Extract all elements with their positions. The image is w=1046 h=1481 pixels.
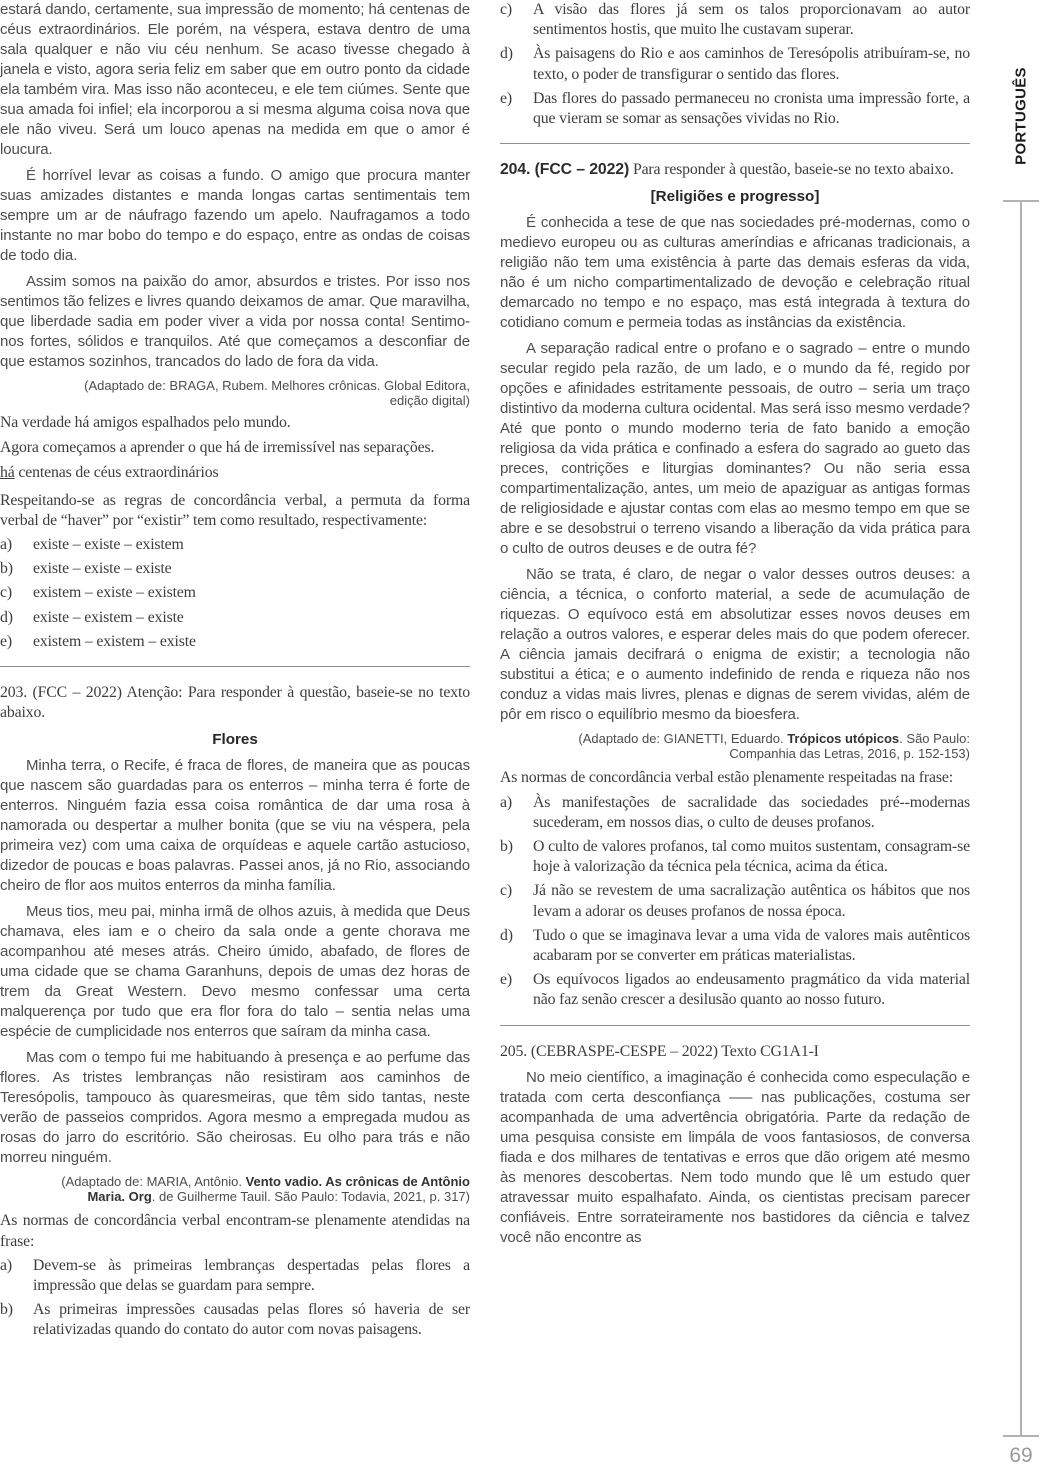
option-letter: b) <box>500 838 513 856</box>
q204-option-b <box>500 837 970 877</box>
q204-option-d <box>500 926 970 966</box>
q204-option-c <box>500 881 970 921</box>
underlined-word: há <box>0 464 15 482</box>
q203-stem: As normas de concordância verbal encontram-se plenamente atendidas na frase: <box>0 1212 470 1250</box>
passage-paragraph: Assim somos na paixão do amor, absurdos e tristes. Por isso nos sentimos tão felizes e livres quando deixamos de amar. Que maravilha, que liberdade sadia em poder viver a vida por nossa conta! Sentimo-nos fortes, sólidos e tranquilos. Até que começamos a desconfiar de que estamos sozinhos, trancados do lado de fora da vida. <box>0 273 470 370</box>
passage-paragraph: Mas com o tempo fui me habituando à presença e ao perfume das flores. As tristes lembranças não resistiram aos caminhos de Teresópolis, tampouco às quaresmeiras, que têm sido tantas, neste verão de passeios compridos. Agora mesmo a empregada mudou as rosas do jarro do escritório. São cheirosas. Eu olho para trás e não morreu ninguém. <box>0 1049 470 1167</box>
option-text: Já não se revestem de uma sacralização autêntica os hábitos que nos levam a adorar os deuses profanos de nossa época. <box>533 882 970 920</box>
option-letter: d) <box>0 608 13 626</box>
q202-option-c <box>0 583 470 603</box>
page-number: 69 <box>1009 1444 1033 1467</box>
citation-suffix: . São Paulo: Companhia das Letras, 2016, p. 152-153) <box>729 731 970 762</box>
q203-option-b <box>0 1300 470 1340</box>
option-letter: e) <box>500 971 512 989</box>
left-column <box>0 0 470 1481</box>
q203-option-a <box>0 1256 470 1296</box>
citation-bold: Trópicos utópicos <box>787 731 900 747</box>
option-text: existem – existem – existe <box>33 632 196 650</box>
q204-citation <box>500 731 970 761</box>
q202-option-b <box>0 559 470 579</box>
option-letter: b) <box>0 560 13 578</box>
q203-header: 203. (FCC – 2022) Atenção: Para responder à questão, baseie-se no texto abaixo. <box>0 684 470 722</box>
passage-paragraph: Minha terra, o Recife, é fraca de flores, de maneira que as poucas que nascem são guardadas para os enterros – minha terra é forte de enterros. Ninguém fazia essa coisa romântica de dar uma rosa à namorada ou despertar a mulher bonita (que se viu na véspera, pela primeira vez) com uma caixa de orquídeas e aquele cartão astucioso, dizedor de poucas e boas palavras. Passei anos, já no Rio, associando cheiro de flor aos muitos enterros da minha família. <box>0 757 470 895</box>
question-header-text: Para responder à questão, baseie-se no texto abaixo. <box>629 161 954 179</box>
passage-paragraph: A separação radical entre o profano e o sagrado – entre o mundo secular regido pela razão, de um lado, e o mundo da fé, regido por opções e afinidades estritamente pessoais, de outro – seria um traço distintivo da moderna cultura ocidental. Mas será isso mesmo verdade? Até que ponto o mundo moderno teria de fato banido a emoção religiosa da vida prática e confinado a esfera do sagrado ao gueto das preces, contrições e liturgias dominantes? Ou não seria essa compartimentalização, antes, um meio de apaziguar as antigas formas de religiosidade e ajustar contas com elas ao mesmo tempo em que se abre e se desobstrui o terreno visando a liberação da vida prática para o culto de outros deuses e de outra fé? <box>500 340 970 558</box>
passage-paragraph: Não se trata, é claro, de negar o valor desses outros deuses: a ciência, a técnica, o conforto material, a sede de acumulação de riquezas. O equívoco está em absolutizar esses novos deuses em relação a outros valores, e esperar deles mais do que podem oferecer. A ciência jamais decifrará o enigma de existir; a tecnologia não substitui a ética; e o aumento indefinido de renda e riqueza não nos conduz a vidas mais livres, plenas e dignas de serem vividas, além de pôr em risco o equilíbrio mesmo da bioesfera. <box>500 566 970 724</box>
section-divider <box>500 1025 970 1026</box>
option-text: O culto de valores profanos, tal como muitos sustentam, consagram-se hoje à valorização da técnica pela técnica, acima da ética. <box>533 838 970 876</box>
section-divider <box>0 666 470 667</box>
citation-prefix: (Adaptado de: MARIA, Antônio. <box>61 1174 246 1190</box>
q202-option-a <box>0 535 470 555</box>
q204-option-a <box>500 793 970 833</box>
option-text: Tudo o que se imaginava levar a uma vida de valores mais autênticos acabaram por se converter em práticas materialistas. <box>533 926 970 965</box>
section-label-portugues: PORTUGUÊS <box>1012 67 1030 165</box>
margin-rule-cap-bottom <box>1003 1435 1039 1437</box>
q203-option-d <box>500 44 970 84</box>
q204-stem: As normas de concordância verbal estão plenamente respeitadas na frase: <box>500 769 953 787</box>
option-text: existe – existe – existe <box>33 560 172 578</box>
margin-rule <box>1003 200 1039 1437</box>
q205-header: 205. (CEBRASPE-CESPE – 2022) Texto CG1A1-I <box>500 1042 819 1060</box>
option-text: Às paisagens do Rio e aos caminhos de Teresópolis atribuíram-se, no texto, o poder de transfigurar o sentido das flores. <box>533 45 970 83</box>
q202-passage <box>0 0 470 372</box>
q204-option-e <box>500 970 970 1010</box>
option-letter: a) <box>0 536 12 554</box>
passage-paragraph: Meus tios, meu pai, minha irmã de olhos azuis, à medida que Deus chamava, eles iam e o cheiro da sala onde a gente chorava me acompanhou até meses atrás. Cheiro úmido, abafado, de flores de uma cidade que se chama Garanhuns, depois de umas dez horas de trem da Great Western. Devo mesmo confessar uma certa malquerença por tudo que era flor fora do talo – sentia nelas uma espécie de cumplicidade nos enterros que saíram da minha casa. <box>0 903 470 1041</box>
option-text: Às manifestações de sacralidade das sociedades pré--modernas sucederam, em nossos dias, o culto de deuses profanos. <box>533 793 970 831</box>
option-letter: c) <box>500 1 512 18</box>
q203-passage <box>0 756 470 1168</box>
question-number: 204. (FCC – 2022) <box>500 161 630 179</box>
option-text: Devem-se às primeiras lembranças despertadas pelas flores a impressão que delas se guardam para sempre. <box>33 1256 470 1295</box>
option-text: As primeiras impressões causadas pelas flores só haveria de ser relativizadas quando do contato do autor com novas paisagens. <box>33 1301 470 1339</box>
option-letter: c) <box>0 584 12 602</box>
passage-paragraph: É conhecida a tese de que nas sociedades pré-modernas, como o medievo europeu ou as culturas ameríndias e africanas tradicionais, a religião não tem uma existência à parte das demais esferas da vida, não é um nicho compartimentalizado de devoção e celebração ritual demarcado no tempo e no espaço, mas está integrada à textura do cotidiano comum e permeia todas as instâncias da existência. <box>500 214 970 332</box>
q204-passage <box>500 213 970 725</box>
q202-option-e <box>0 632 470 652</box>
q203-option-c <box>500 0 970 40</box>
citation-bold: Vento vadio. As crônicas de Antônio Maria. Org <box>87 1174 470 1205</box>
q203-option-e <box>500 89 970 129</box>
q204-title: [Religiões e progresso] <box>650 188 820 206</box>
option-text: Das flores do passado permaneceu no cronista uma impressão forte, a que vieram se somar as sensações vividas no Rio. <box>533 89 970 128</box>
q204-header <box>500 160 970 180</box>
section-divider <box>500 143 970 144</box>
q205-passage <box>500 1068 970 1248</box>
q202-quote-line: Na verdade há amigos espalhados pelo mundo. <box>0 414 291 431</box>
option-letter: d) <box>500 45 513 63</box>
q203-citation <box>0 1174 470 1204</box>
q202-option-d <box>0 608 470 628</box>
option-letter: c) <box>500 882 512 900</box>
q202-citation: (Adaptado de: BRAGA, Rubem. Melhores crônicas. Global Editora, edição digital) <box>84 378 470 408</box>
margin-rule-line <box>1020 200 1022 1437</box>
option-text: existem – existe – existem <box>33 584 196 602</box>
quote-fragment-rest: centenas de céus extraordinários <box>14 464 219 482</box>
q203-title: Flores <box>212 731 258 749</box>
right-column <box>500 0 970 1481</box>
option-letter: a) <box>500 793 512 811</box>
option-letter: a) <box>0 1256 12 1274</box>
q202-quote-line: Agora começamos a aprender o que há de irremissível nas separações. <box>0 439 435 457</box>
passage-paragraph: No meio científico, a imaginação é conhecida como especulação e tratada com certa desconfiança –— nas publicações, costuma ser acompanhada de uma advertência obrigatória. Parte da redação de uma pesquisa consiste em limpála de voos fantasiosos, de conversa fiada e dos milhares de tentativas e erros que dão origem até mesmo às menores descobertas. Nem todo mundo que lê um estudo quer atravessar muito espalhafato. Ainda, os cientistas precisam parecer confiáveis. Entre sorrateiramente nos bastidores da ciência e talvez você não encontre as <box>500 1068 970 1246</box>
passage-paragraph: estará dando, certamente, sua impressão de momento; há centenas de céus extraordinários. Ele porém, na véspera, estava dentro de uma sala qualquer e não viu céu nenhum. Se acaso tivesse chegado à janela e visto, agora seria feliz em saber que em outro ponto da cidade ela também vira. Mas isso não aconteceu, e ele tem ciúmes. Sente que sua amada foi infiel; ela incorporou a si mesma alguma coisa nova que ele não viveu. Será um louco apenas na medida em que o amor é loucura. <box>0 1 470 158</box>
citation-prefix: (Adaptado de: GIANETTI, Eduardo. <box>578 731 788 747</box>
option-text: existe – existe – existem <box>33 536 184 554</box>
q202-quote-fragment <box>0 463 470 483</box>
q202-stem: Respeitando-se as regras de concordância verbal, a permuta da forma verbal de “haver” por “existir” tem como resultado, respectivamente: <box>0 491 470 529</box>
option-letter: e) <box>0 632 12 650</box>
option-letter: b) <box>0 1301 13 1319</box>
option-letter: e) <box>500 89 512 107</box>
passage-paragraph: É horrível levar as coisas a fundo. O amigo que procura manter suas amizades distantes e manda longas cartas sentimentais tem sempre um ar de náufrago fazendo um apelo. Naufragamos a todo instante no mar bobo do tempo e do espaço, entre as ondas de coisas de todo dia. <box>0 167 470 264</box>
option-text: existe – existem – existe <box>33 608 184 626</box>
option-text: Os equívocos ligados ao endeusamento pragmático da vida material não faz senão crescer a desilusão quanto ao nosso futuro. <box>533 971 970 1009</box>
option-letter: d) <box>500 926 513 944</box>
option-text: A visão das flores já sem os talos proporcionavam ao autor sentimentos hostis, que muito lhe custavam superar. <box>533 1 970 39</box>
citation-suffix: . de Guilherme Tauil. São Paulo: Todavia, 2021, p. 317) <box>151 1189 470 1205</box>
